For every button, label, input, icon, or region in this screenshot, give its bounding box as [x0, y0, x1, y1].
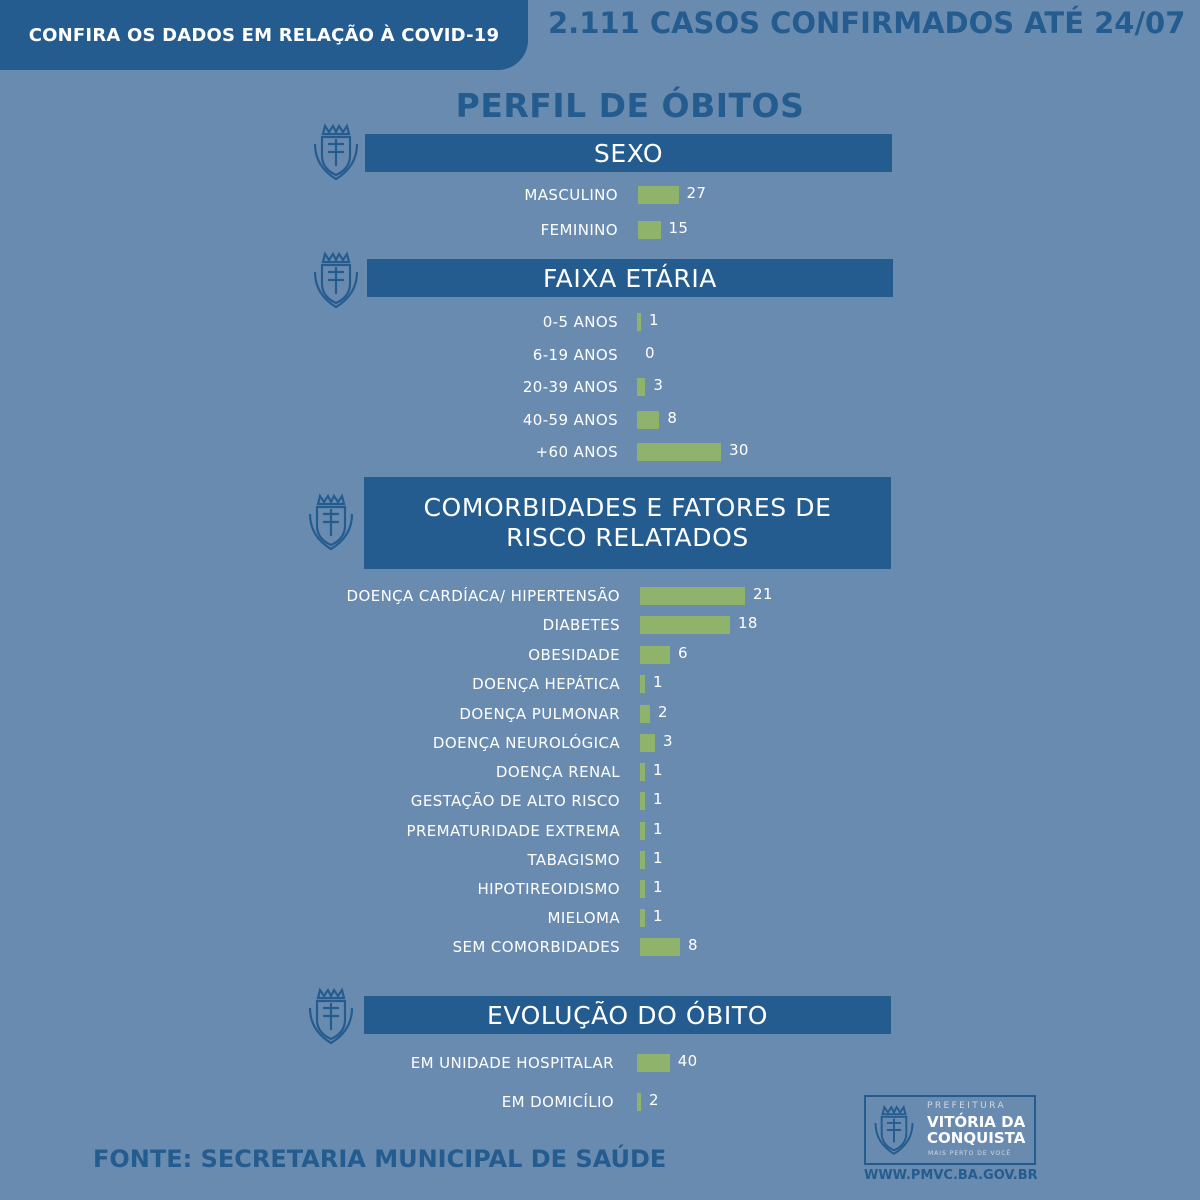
- category-label: 20-39 ANOS: [522, 378, 618, 396]
- value-label: 1: [653, 820, 663, 838]
- section-title: SEXO: [365, 134, 892, 172]
- bar: [638, 186, 679, 204]
- source-text: FONTE: SECRETARIA MUNICIPAL DE SAÚDE: [93, 1145, 667, 1173]
- bar: [640, 616, 730, 634]
- value-label: 27: [686, 184, 707, 202]
- value-label: 2: [649, 1091, 659, 1109]
- value-label: 6: [678, 644, 688, 662]
- bar: [640, 675, 645, 693]
- value-label: 1: [649, 311, 659, 329]
- section-title: EVOLUÇÃO DO ÓBITO: [364, 996, 891, 1034]
- website-url: WWW.PMVC.BA.GOV.BR: [864, 1168, 1038, 1183]
- bar: [640, 646, 670, 664]
- bar: [637, 443, 721, 461]
- category-label: DOENÇA CARDÍACA/ HIPERTENSÃO: [346, 587, 620, 605]
- cases-confirmed-text: 2.111 CASOS CONFIRMADOS ATÉ 24/07: [548, 6, 1186, 40]
- coat-of-arms-icon: [311, 250, 361, 310]
- value-label: 30: [729, 441, 749, 459]
- category-label: DOENÇA HEPÁTICA: [472, 675, 620, 693]
- bar: [640, 851, 645, 869]
- value-label: 15: [668, 219, 689, 237]
- value-label: 8: [688, 936, 698, 954]
- category-label: EM DOMICÍLIO: [501, 1093, 614, 1111]
- category-label: MIELOMA: [547, 909, 620, 927]
- logo-tagline: MAIS PERTO DE VOCÊ: [928, 1150, 1012, 1157]
- coat-of-arms-icon: [872, 1103, 916, 1157]
- value-label: 1: [653, 907, 663, 925]
- category-label: EM UNIDADE HOSPITALAR: [410, 1054, 614, 1072]
- value-label: 2: [658, 703, 668, 721]
- category-label: DOENÇA NEUROLÓGICA: [432, 734, 620, 752]
- value-label: 1: [653, 673, 663, 691]
- coat-of-arms-icon: [306, 986, 356, 1046]
- value-label: 1: [653, 878, 663, 896]
- bar: [638, 221, 661, 239]
- bar: [640, 909, 645, 927]
- bar: [637, 313, 641, 331]
- category-label: PREMATURIDADE EXTREMA: [406, 822, 620, 840]
- category-label: 0-5 ANOS: [542, 313, 618, 331]
- bar: [637, 1054, 670, 1072]
- bar: [637, 1093, 641, 1111]
- logo-name-line2: CONQUISTA: [927, 1129, 1026, 1147]
- value-label: 0: [645, 344, 655, 362]
- bar: [640, 763, 645, 781]
- category-label: FEMININO: [540, 221, 618, 239]
- bar: [640, 705, 650, 723]
- value-label: 3: [663, 732, 673, 750]
- header-tab: [0, 0, 528, 70]
- logo-name-line1: VITÓRIA DA: [927, 1113, 1026, 1131]
- bar: [637, 378, 645, 396]
- coat-of-arms-icon: [306, 492, 356, 552]
- category-label: OBESIDADE: [528, 646, 620, 664]
- category-label: 6-19 ANOS: [532, 346, 618, 364]
- category-label: DIABETES: [542, 616, 620, 634]
- category-label: MASCULINO: [524, 186, 618, 204]
- bar: [640, 587, 745, 605]
- value-label: 40: [677, 1052, 698, 1070]
- value-label: 21: [753, 585, 773, 603]
- value-label: 8: [667, 409, 678, 427]
- value-label: 1: [653, 849, 663, 867]
- category-label: DOENÇA PULMONAR: [459, 705, 620, 723]
- coat-of-arms-icon: [311, 122, 361, 182]
- value-label: 18: [738, 614, 758, 632]
- logo-prefix: PREFEITURA: [927, 1101, 1007, 1111]
- category-label: SEM COMORBIDADES: [452, 938, 620, 956]
- value-label: 1: [653, 790, 663, 808]
- category-label: 40-59 ANOS: [522, 411, 618, 429]
- bar: [640, 822, 645, 840]
- category-label: +60 ANOS: [535, 443, 618, 461]
- bar: [640, 734, 655, 752]
- bar: [640, 792, 645, 810]
- bar: [637, 411, 659, 429]
- category-label: HIPOTIREOIDISMO: [477, 880, 620, 898]
- category-label: TABAGISMO: [527, 851, 620, 869]
- bar: [640, 938, 680, 956]
- header-tab-text: CONFIRA OS DADOS EM RELAÇÃO À COVID-19: [28, 24, 500, 46]
- value-label: 3: [653, 376, 664, 394]
- category-label: DOENÇA RENAL: [495, 763, 620, 781]
- section-title: COMORBIDADES E FATORES DE RISCO RELATADOS: [364, 477, 891, 569]
- category-label: GESTAÇÃO DE ALTO RISCO: [410, 792, 620, 810]
- bar: [640, 880, 645, 898]
- page-title: PERFIL DE ÓBITOS: [455, 86, 805, 125]
- value-label: 1: [653, 761, 663, 779]
- section-title: FAIXA ETÁRIA: [367, 259, 893, 297]
